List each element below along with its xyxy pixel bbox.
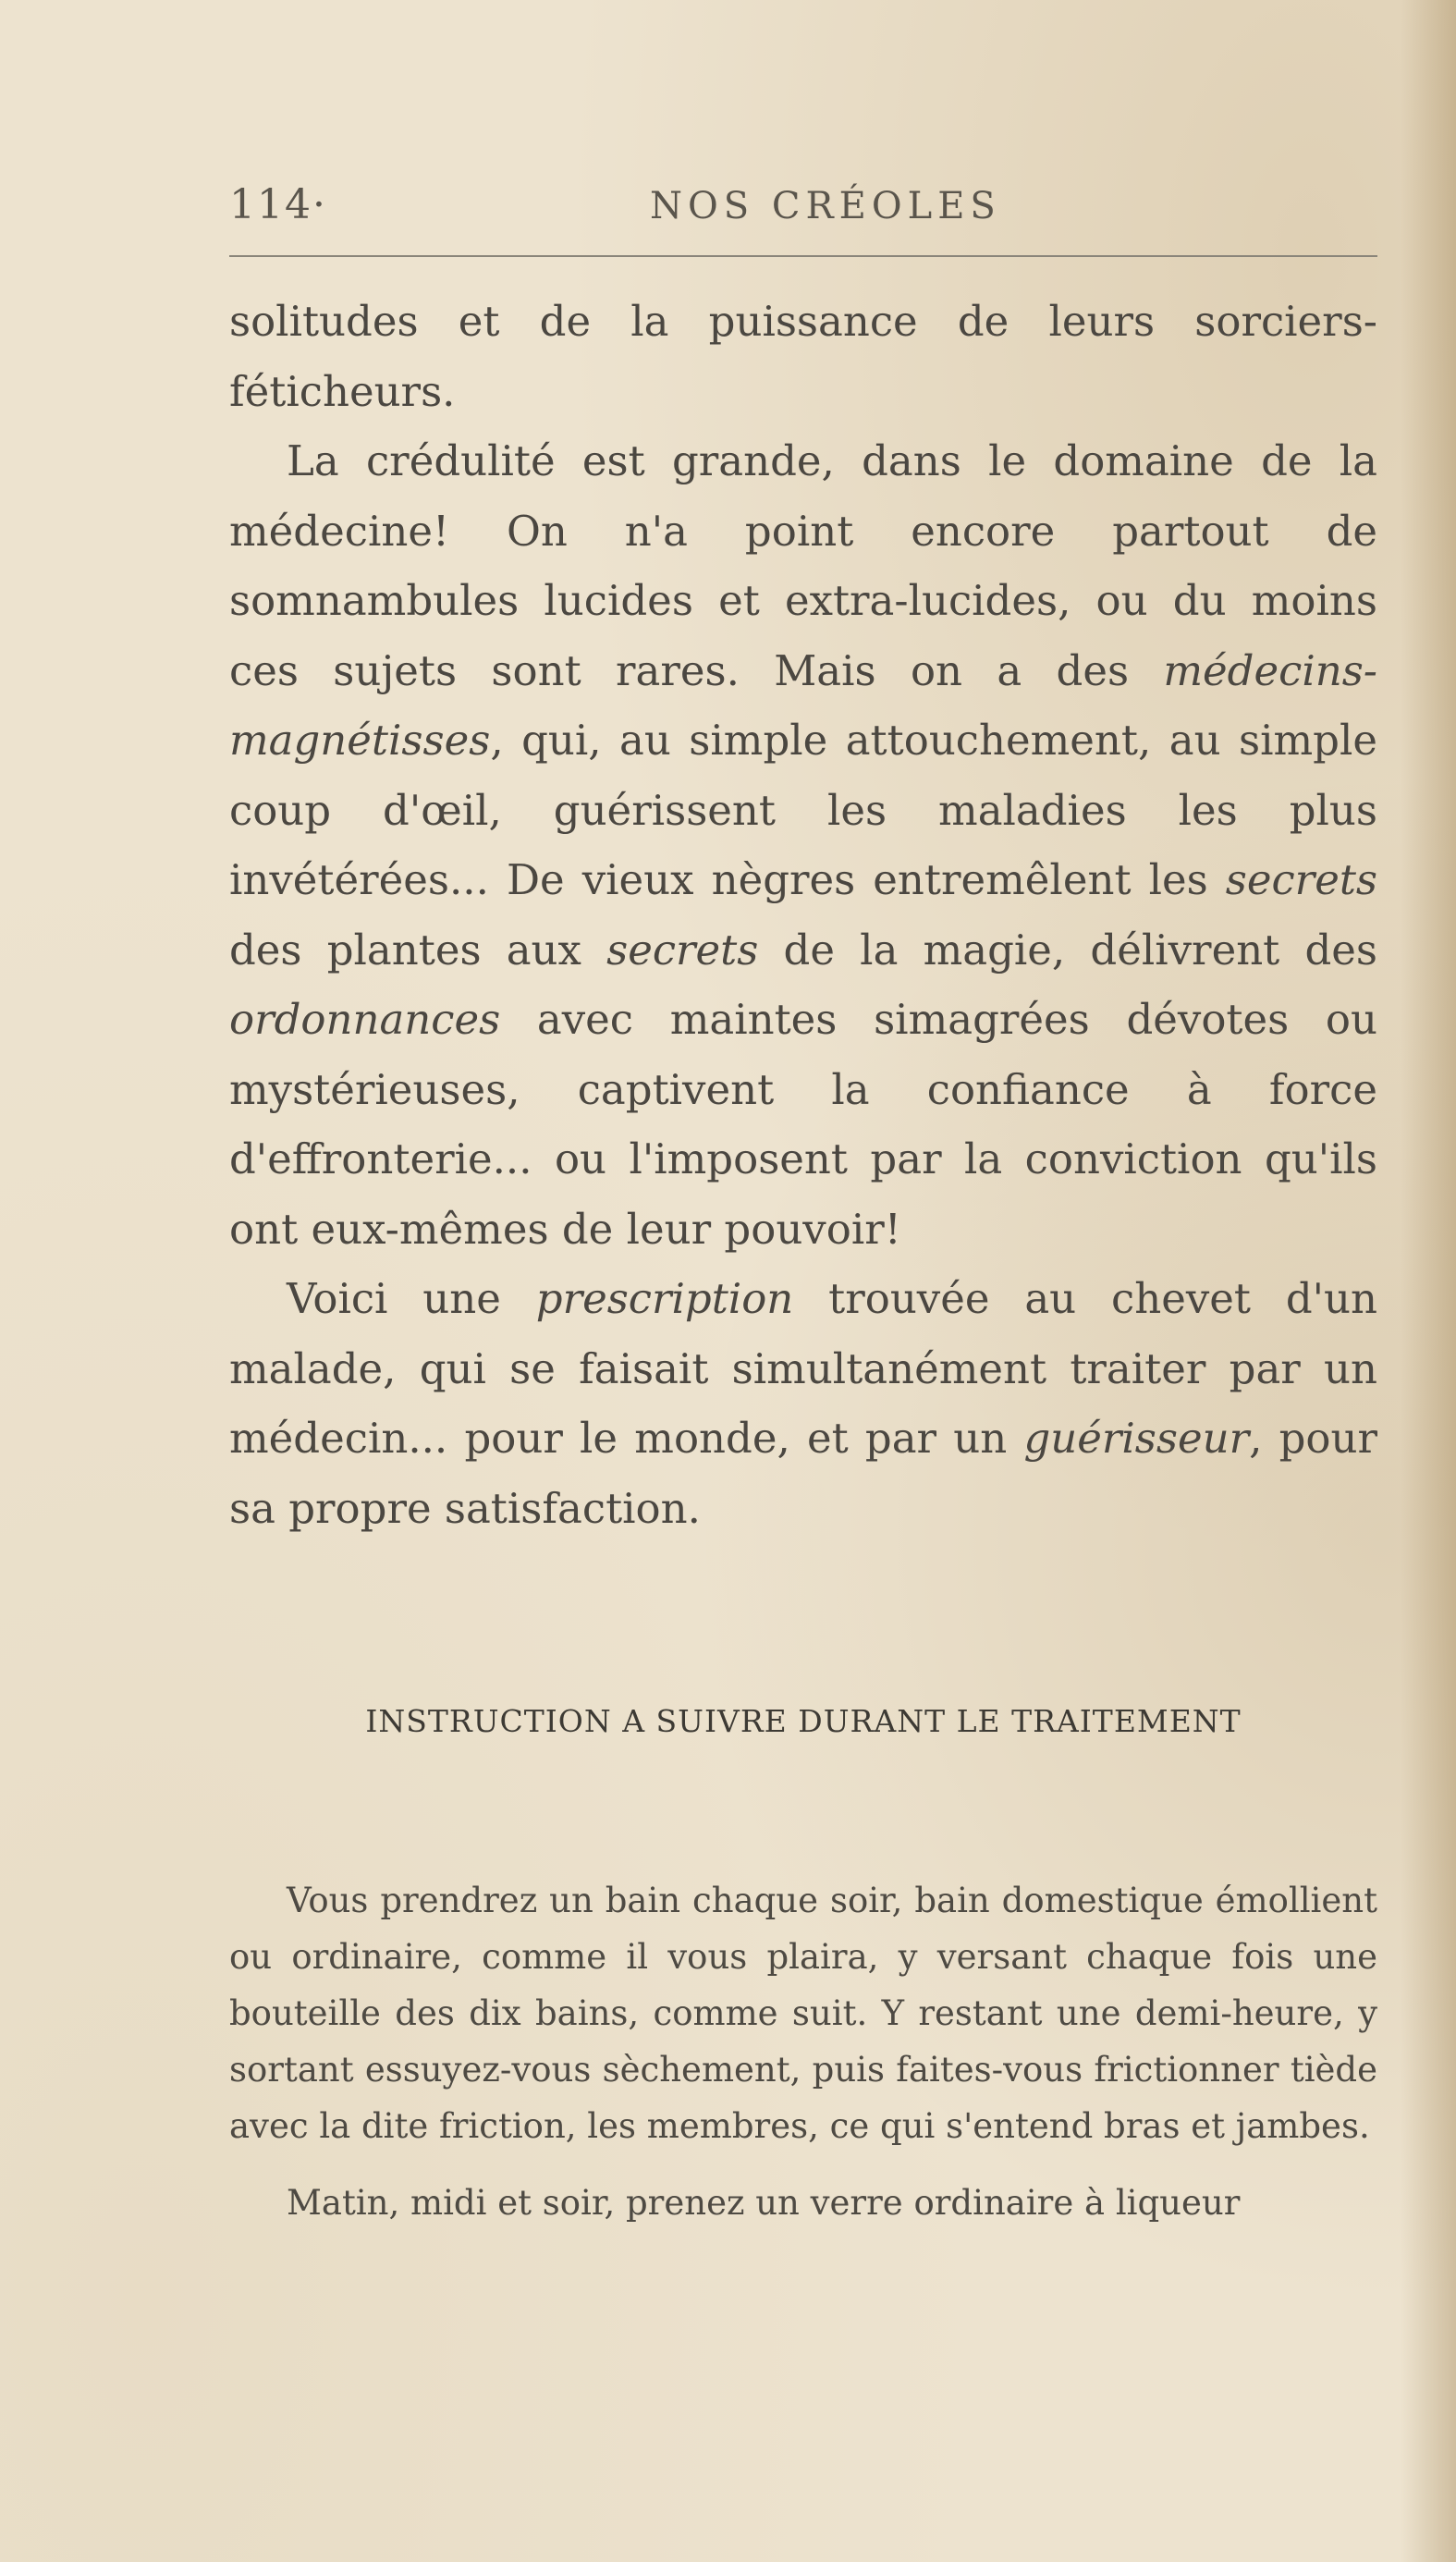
text-span: trouvée au chevet d'un malade, qui se faisait simultanément traiter par un médecin... pour le monde, et par un: [229, 1274, 1377, 1463]
text-span: La crédulité est grande, dans le domaine de la médecine! On n'a point encore partout de somnambules lucides et extra-lucides, ou du moins ces sujets sont rares. Mais on a des: [229, 436, 1377, 695]
instruction-paragraph-2: Matin, midi et soir, prenez un verre ordinaire à liqueur: [287, 2183, 1241, 2223]
main-text: [229, 287, 1377, 1543]
page-header: [229, 181, 1376, 237]
page-edge-shadow: [1401, 0, 1456, 2562]
text-span: Voici une: [287, 1274, 536, 1323]
text-span: , qui, au simple attouchement, au simple coup d'œil, guérissent les maladies les plus invétérées... De vieux nègres entremêlent les: [229, 716, 1377, 904]
instruction-heading: INSTRUCTION A SUIVRE DURANT LE TRAITEMENT: [365, 1703, 1242, 1739]
text-span: , pour sa propre satisfaction.: [229, 1414, 1378, 1533]
paragraph-3: [229, 1264, 1377, 1543]
page-number: 114·: [229, 181, 327, 228]
italic-term: secrets: [606, 925, 759, 975]
italic-term: prescription: [535, 1274, 794, 1323]
instruction-text: [229, 1872, 1377, 2231]
instruction-paragraph-1: Vous prendrez un bain chaque soir, bain domestique émollient ou ordinaire, comme il vous plaira, y versant chaque fois une bouteille des dix bains, comme suit. Y restant une demi-heure, y sortant essuyez-vous sèchement, puis faites-vous frictionner tiède avec la dite friction, les membres, ce qui s'entend bras et jambes.: [229, 1881, 1377, 2146]
italic-term: guérisseur: [1023, 1414, 1250, 1463]
running-title: NOS CRÉOLES: [650, 185, 1001, 227]
paragraph-1: solitudes et de la puissance de leurs sorciers-féticheurs.: [229, 297, 1377, 416]
text-span: des plantes aux: [229, 925, 607, 975]
italic-term: ordonnances: [229, 995, 501, 1044]
paragraph-2: [229, 426, 1377, 1264]
text-span: avec maintes simagrées dévotes ou mystérieuses, captivent la confiance à force d'effronterie... ou l'imposent par la conviction qu'ils ont eux-mêmes de leur pouvoir!: [229, 995, 1377, 1254]
header-rule: [229, 255, 1377, 257]
italic-term: médecins-magnétisses: [229, 645, 1377, 765]
text-span: de la magie, délivrent des: [758, 925, 1377, 975]
italic-term: secrets: [1225, 855, 1377, 904]
